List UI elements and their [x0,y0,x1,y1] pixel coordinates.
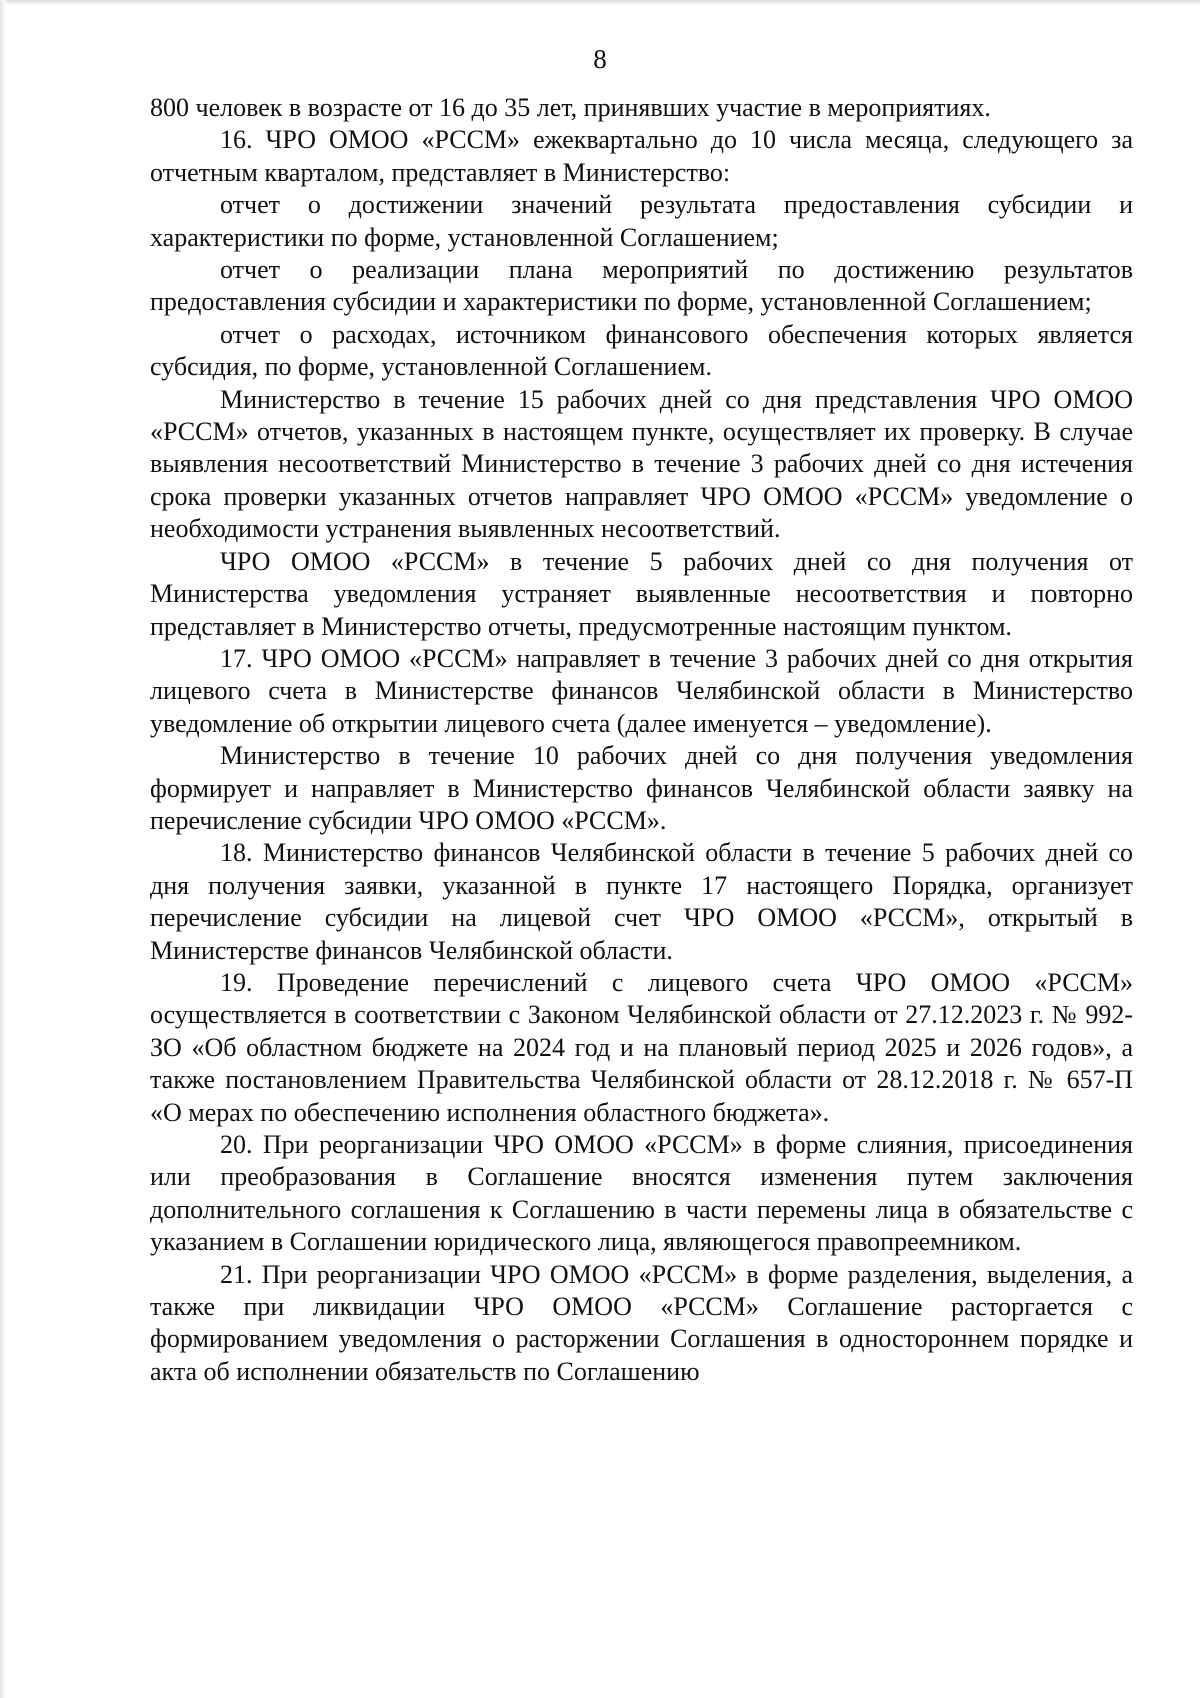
paragraph-item-21: 21. При реорганизации ЧРО ОМОО «РССМ» в форме разделения, выделения, а также при ликвидации ЧРО ОМОО «РССМ» Соглашение расторгается с формированием уведомления о расторжении Соглашения в одностороннем порядке и акта об исполнении обязательств по Соглашению [150,1259,1133,1386]
paragraph-ministry-check: Министерство в течение 15 рабочих дней со дня представления ЧРО ОМОО «РССМ» отчетов, указанных в настоящем пункте, осуществляет их проверку. В случае выявления несоответствий Министерство в течение 3 рабочих дней со дня истечения срока проверки указанных отчетов направляет ЧРО ОМОО «РССМ» уведомление о необходимости устранения выявленных несоответствий. [150,384,1133,544]
scan-edge-top [0,0,1200,5]
paragraph-report-results: отчет о достижении значений результата предоставления субсидии и характеристики по форме, установленной Соглашением; [150,190,1133,252]
paragraph-item-19: 19. Проведение перечислений с лицевого счета ЧРО ОМОО «РССМ» осуществляется в соответствии с Законом Челябинской области от 27.12.2023 г. № 992-ЗО «Об областном бюджете на 2024 год и на плановый период 2025 и 2026 годов», а также постановлением Правительства Челябинской области от 28.12.2018 г. № 657-П «О мерах по обеспечению исполнения областного бюджета». [150,967,1133,1127]
page-number: 8 [593,44,607,74]
paragraph-report-expenses: отчет о расходах, источником финансового обеспечения которых является субсидия, по форме, установленной Соглашением. [150,319,1133,382]
paragraph-ministry-request: Министерство в течение 10 рабочих дней со дня получения уведомления формирует и направляет в Министерство финансов Челябинской области заявку на перечисление субсидии ЧРО ОМОО «РССМ». [150,741,1133,835]
paragraph-item-16: 16. ЧРО ОМОО «РССМ» ежеквартально до 10 числа месяца, следующего за отчетным кварталом, представляет в Министерство: [150,125,1133,187]
paragraph-item-20: 20. При реорганизации ЧРО ОМОО «РССМ» в форме слияния, присоединения или преобразования в Соглашение вносятся изменения путем заключения дополнительного соглашения к Соглашению в части перемены лица в обязательстве с указанием в Соглашении юридического лица, являющегося правопреемником. [150,1130,1133,1257]
paragraph-item-18: 18. Министерство финансов Челябинской области в течение 5 рабочих дней со дня получения заявки, указанной в пункте 17 настоящего Порядка, организует перечисление субсидии на лицевой счет ЧРО ОМОО «РССМ», открытый в Министерстве финансов Челябинской области. [150,838,1133,965]
paragraph-item-17: 17. ЧРО ОМОО «РССМ» направляет в течение 3 рабочих дней со дня открытия лицевого счета в Министерстве финансов Челябинской области в Министерство уведомление об открытии лицевого счета (далее именуется – уведомление). [150,643,1133,738]
paragraph-report-plan: отчет о реализации плана мероприятий по достижению результатов предоставления субсидии и характеристики по форме, установленной Соглашением; [150,255,1133,317]
scan-edge-left [0,0,6,1698]
paragraph-corrections: ЧРО ОМОО «РССМ» в течение 5 рабочих дней со дня получения от Министерства уведомления устраняет выявленные несоответствия и повторно представляет в Министерство отчеты, предусмотренные настоящим пунктом. [150,546,1133,641]
paragraph-continuation: 800 человек в возрасте от 16 до 35 лет, принявших участие в мероприятиях. [150,93,991,122]
document-body [150,92,1133,1388]
